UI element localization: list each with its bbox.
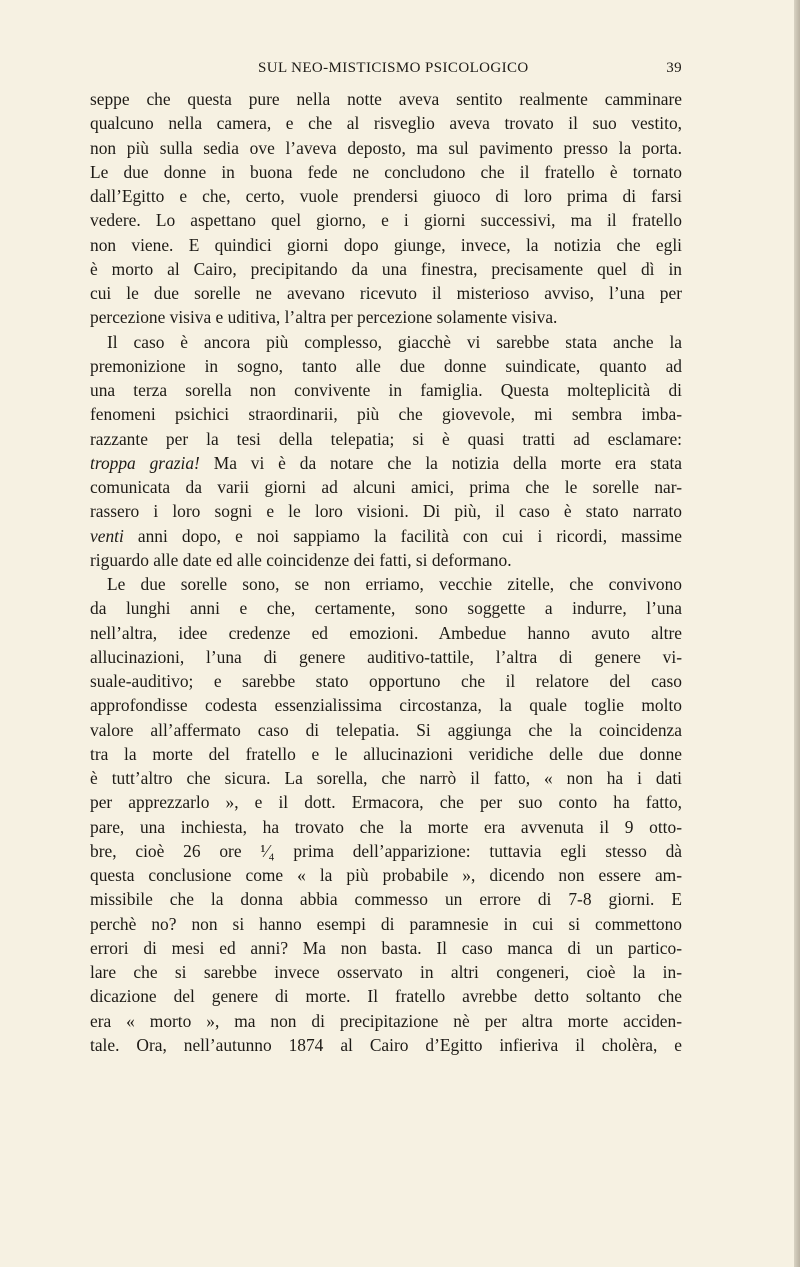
text-line: vedere. Lo aspettano quel giorno, e i giorni successivi, ma il fratello — [90, 210, 682, 231]
text-line: questa conclusione come « la più probabile », dicendo non essere am- — [90, 865, 682, 885]
italic-phrase: troppa grazia! — [90, 452, 200, 473]
text-line: era « morto », ma non di precipitazione nè per altra morte acciden- — [90, 1010, 682, 1031]
text-line: seppe che questa pure nella notte aveva sentito realmente camminare — [90, 89, 682, 109]
text-line: Le due donne in buona fede ne concludono che il fratello è tornato — [90, 161, 682, 182]
text-line: razzante per la tesi della telepatia; si è quasi tratti ad esclamare: — [90, 428, 682, 449]
text-line: lare che si sarebbe invece osservato in altri congeneri, cioè la in- — [90, 962, 682, 982]
text-line: perchè no? non si hanno esempi di paramnesie in cui si commettono — [90, 913, 682, 934]
text-line: una terza sorella non convivente in famiglia. Questa molteplicità di — [90, 380, 682, 400]
text-line: cui le due sorelle ne avevano ricevuto il misterioso avviso, l’una per — [90, 283, 682, 303]
text-line: rassero i loro sogni e le loro visioni. Di più, il caso è stato narrato — [90, 501, 682, 522]
text-line: errori di mesi ed anni? Ma non basta. Il caso manca di un partico- — [90, 937, 682, 958]
text-line: tra la morte del fratello e le allucinazioni veridiche delle due donne — [90, 743, 682, 764]
paragraph-first-line: Il caso è ancora più complesso, giacchè vi sarebbe stata anche la — [107, 331, 682, 352]
text-line: non più sulla sedia ove l’aveva deposto, ma sul pavimento presso la porta. — [90, 137, 682, 158]
text-line: pare, una inchiesta, ha trovato che la morte era avvenuta il 9 otto- — [90, 816, 682, 837]
text-line: è tutt’altro che sicura. La sorella, che narrò il fatto, « non ha i dati — [90, 768, 682, 788]
text-line: dicazione del genere di morte. Il fratello avrebbe detto soltanto che — [90, 986, 682, 1007]
text-line: missibile che la donna abbia commesso un errore di 7-8 giorni. E — [90, 889, 682, 910]
italic-word: venti — [90, 525, 124, 546]
line-remainder: Ma vi è da notare che la notizia della morte era stata — [199, 452, 682, 473]
page-number: 39 — [666, 60, 682, 76]
text-line: fenomeni psichici straordinarii, più che giovevole, mi sembra imba- — [90, 404, 682, 425]
line-remainder: anni dopo, e noi sappiamo la facilità con cui i ricordi, massime — [123, 525, 682, 546]
text-line — [90, 451, 682, 475]
text-line: riguardo alle date ed alle coincidenze dei fatti, si deformano. — [90, 549, 512, 570]
text-line: qualcuno nella camera, e che al risveglio aveva trovato il suo vestito, — [90, 113, 682, 134]
text-line: premonizione in sogno, tanto alle due donne suindicate, quanto ad — [90, 355, 682, 376]
text-line: bre, cioè 26 ore ¹⁄₄ prima dell’apparizione: tuttavia egli stesso dà — [90, 840, 682, 861]
text-line: allucinazioni, l’una di genere auditivo-tattile, l’altra di genere vi- — [90, 646, 682, 667]
text-line: non viene. E quindici giorni dopo giunge, invece, la notizia che egli — [90, 234, 682, 255]
text-line: dall’Egitto e che, certo, vuole prendersi giuoco di loro prima di farsi — [90, 186, 682, 206]
scan-edge — [794, 0, 800, 1267]
text-line: percezione visiva e uditiva, l’altra per percezione solamente visiva. — [90, 307, 558, 328]
body-text — [90, 87, 682, 1057]
text-line: è morto al Cairo, precipitando da una finestra, precisamente quel dì in — [90, 258, 682, 279]
text-line: da lunghi anni e che, certamente, sono soggette a indurre, l’una — [90, 598, 682, 619]
text-line: nell’altra, idee credenze ed emozioni. Ambedue hanno avuto altre — [90, 622, 682, 643]
text-line: approfondisse codesta essenzialissima circostanza, la quale toglie molto — [90, 695, 682, 716]
text-line: valore all’affermato caso di telepatia. Si aggiunga che la coincidenza — [90, 719, 682, 740]
text-line: tale. Ora, nell’autunno 1874 al Cairo d’Egitto infieriva il cholèra, e — [90, 1034, 682, 1055]
text-line: suale-auditivo; e sarebbe stato opportuno che il relatore del caso — [90, 671, 682, 691]
text-line: per apprezzarlo », e il dott. Ermacora, che per suo conto ha fatto, — [90, 792, 682, 813]
paragraph-first-line: Le due sorelle sono, se non erriamo, vecchie zitelle, che convivono — [107, 574, 682, 594]
text-line — [90, 524, 682, 548]
running-title: SUL NEO-MISTICISMO PSICOLOGICO — [258, 60, 529, 76]
text-line: comunicata da varii giorni ad alcuni amici, prima che le sorelle nar- — [90, 477, 682, 497]
running-head — [90, 60, 682, 80]
